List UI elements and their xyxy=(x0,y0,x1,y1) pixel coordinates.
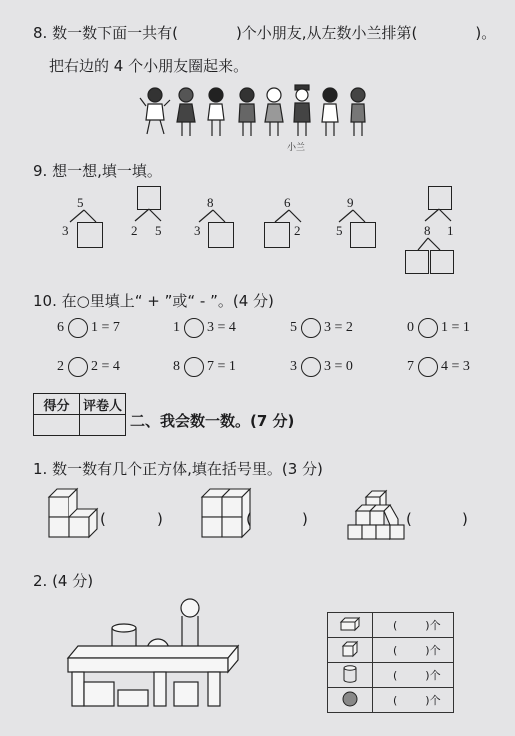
eq1-2-b: 3 = 4 xyxy=(207,320,236,335)
cube-figure-1 xyxy=(47,487,103,543)
tree3-left: 3 xyxy=(194,223,201,238)
cube-icon xyxy=(328,638,373,663)
tree6-left: 8 xyxy=(424,223,431,238)
eq1-4-a: 0 xyxy=(407,320,414,335)
sphere-count-field[interactable] xyxy=(373,688,454,713)
tree5-left: 5 xyxy=(336,223,343,238)
tree6-bottom-right-box[interactable] xyxy=(430,250,454,274)
eq2-2-circle[interactable] xyxy=(184,357,204,377)
child-7-icon xyxy=(322,88,338,136)
tree1-top: 5 xyxy=(77,195,84,210)
eq1-4-b: 1 = 1 xyxy=(441,320,470,335)
paren-open: ( xyxy=(393,619,398,632)
eq2-2-a: 8 xyxy=(173,359,180,374)
eq2-4-b: 4 = 3 xyxy=(441,359,470,374)
sphere-icon xyxy=(328,688,373,713)
score-table xyxy=(33,393,126,436)
cube-figure-3 xyxy=(346,487,408,543)
eq1-2-a: 1 xyxy=(173,320,180,335)
child-3-icon xyxy=(208,88,224,136)
eq1-1-b: 1 = 7 xyxy=(91,320,120,335)
count-row-cylinder xyxy=(328,663,454,688)
child-1-icon xyxy=(140,88,170,134)
child-5-icon xyxy=(265,88,283,136)
tree5-top: 9 xyxy=(347,195,354,210)
paren-open: ( xyxy=(393,669,398,682)
count-row-cube xyxy=(328,638,454,663)
tree6-right: 1 xyxy=(447,223,454,238)
cylinder-icon xyxy=(328,663,373,688)
q8-text-c: )。 xyxy=(475,24,497,42)
eq2-4-a: 7 xyxy=(407,359,414,374)
shape-count-table xyxy=(327,612,454,713)
paren-close-unit: )个 xyxy=(425,619,441,632)
s2q1-fig1-paren-open: ( xyxy=(100,510,106,528)
paren-close-unit: )个 xyxy=(425,644,441,657)
q8-text-b: )个小朋友,从左数小兰排第( xyxy=(235,24,418,42)
tree3-top: 8 xyxy=(207,195,214,210)
tree2-right: 5 xyxy=(155,223,162,238)
q8-line1 xyxy=(33,22,496,43)
tree1-right-box[interactable] xyxy=(77,222,103,248)
s2q1-title: 1. 数一数有几个正方体,填在括号里。(3 分) xyxy=(33,460,323,478)
eq1-3-a: 5 xyxy=(290,320,297,335)
s2q1-fig1-paren-close: ) xyxy=(157,510,163,528)
eq2-3-circle[interactable] xyxy=(301,357,321,377)
tree4-left-box[interactable] xyxy=(264,222,290,248)
cylinder-count-field[interactable] xyxy=(373,663,454,688)
tree2-left: 2 xyxy=(131,223,138,238)
eq1-3-circle[interactable] xyxy=(301,318,321,338)
s2q2-title: 2. (4 分) xyxy=(33,572,94,590)
s2q1-fig2-paren-open: ( xyxy=(246,510,252,528)
paren-open: ( xyxy=(393,694,398,707)
child-6-icon xyxy=(294,85,310,136)
s2q1-fig3-paren-close: ) xyxy=(462,510,468,528)
s2q1-fig3-paren-open: ( xyxy=(406,510,412,528)
paren-close-unit: )个 xyxy=(425,694,441,707)
eq2-1-a: 2 xyxy=(57,359,64,374)
eq1-1-a: 6 xyxy=(57,320,64,335)
tree4-right: 2 xyxy=(294,223,301,238)
grader-label: 评卷人 xyxy=(80,394,126,415)
tree5-right-box[interactable] xyxy=(350,222,376,248)
eq1-1-circle[interactable] xyxy=(68,318,88,338)
building-blocks-figure xyxy=(58,598,258,710)
eq2-1-b: 2 = 4 xyxy=(91,359,120,374)
child-2-icon xyxy=(177,88,195,136)
eq2-3-b: 3 = 0 xyxy=(324,359,353,374)
eq2-3-a: 3 xyxy=(290,359,297,374)
q10-title: 10. 在○里填上“ + ”或“ - ”。(4 分) xyxy=(33,292,274,310)
count-row-cuboid xyxy=(328,613,454,638)
q9-title: 9. 想一想,填一填。 xyxy=(33,162,162,180)
tree1-left: 3 xyxy=(62,223,69,238)
q8-line2: 把右边的 4 个小朋友圈起来。 xyxy=(49,57,249,75)
paren-close-unit: )个 xyxy=(425,669,441,682)
cuboid-count-field[interactable] xyxy=(373,613,454,638)
score-cell[interactable] xyxy=(34,415,80,436)
children-illustration xyxy=(140,84,370,142)
child-4-icon xyxy=(239,88,255,136)
tree2-top-box[interactable] xyxy=(137,186,161,210)
tree4-top: 6 xyxy=(284,195,291,210)
child-8-icon xyxy=(351,88,365,136)
paren-open: ( xyxy=(393,644,398,657)
eq1-4-circle[interactable] xyxy=(418,318,438,338)
tree3-right-box[interactable] xyxy=(208,222,234,248)
grader-cell[interactable] xyxy=(80,415,126,436)
eq2-4-circle[interactable] xyxy=(418,357,438,377)
eq2-2-b: 7 = 1 xyxy=(207,359,236,374)
tree6-top-box[interactable] xyxy=(428,186,452,210)
eq1-3-b: 3 = 2 xyxy=(324,320,353,335)
eq2-1-circle[interactable] xyxy=(68,357,88,377)
section2-heading: 二、我会数一数。(7 分) xyxy=(130,412,295,430)
eq1-1 xyxy=(57,320,64,336)
q8-text-a: 8. 数一数下面一共有( xyxy=(33,24,178,42)
s2q1-fig2-paren-close: ) xyxy=(302,510,308,528)
tree6-bottom-left-box[interactable] xyxy=(405,250,429,274)
count-row-sphere xyxy=(328,688,454,713)
eq1-2-circle[interactable] xyxy=(184,318,204,338)
cuboid-icon xyxy=(328,613,373,638)
cube-count-field[interactable] xyxy=(373,638,454,663)
kid-label: 小兰 xyxy=(287,143,306,153)
score-label: 得分 xyxy=(34,394,80,415)
